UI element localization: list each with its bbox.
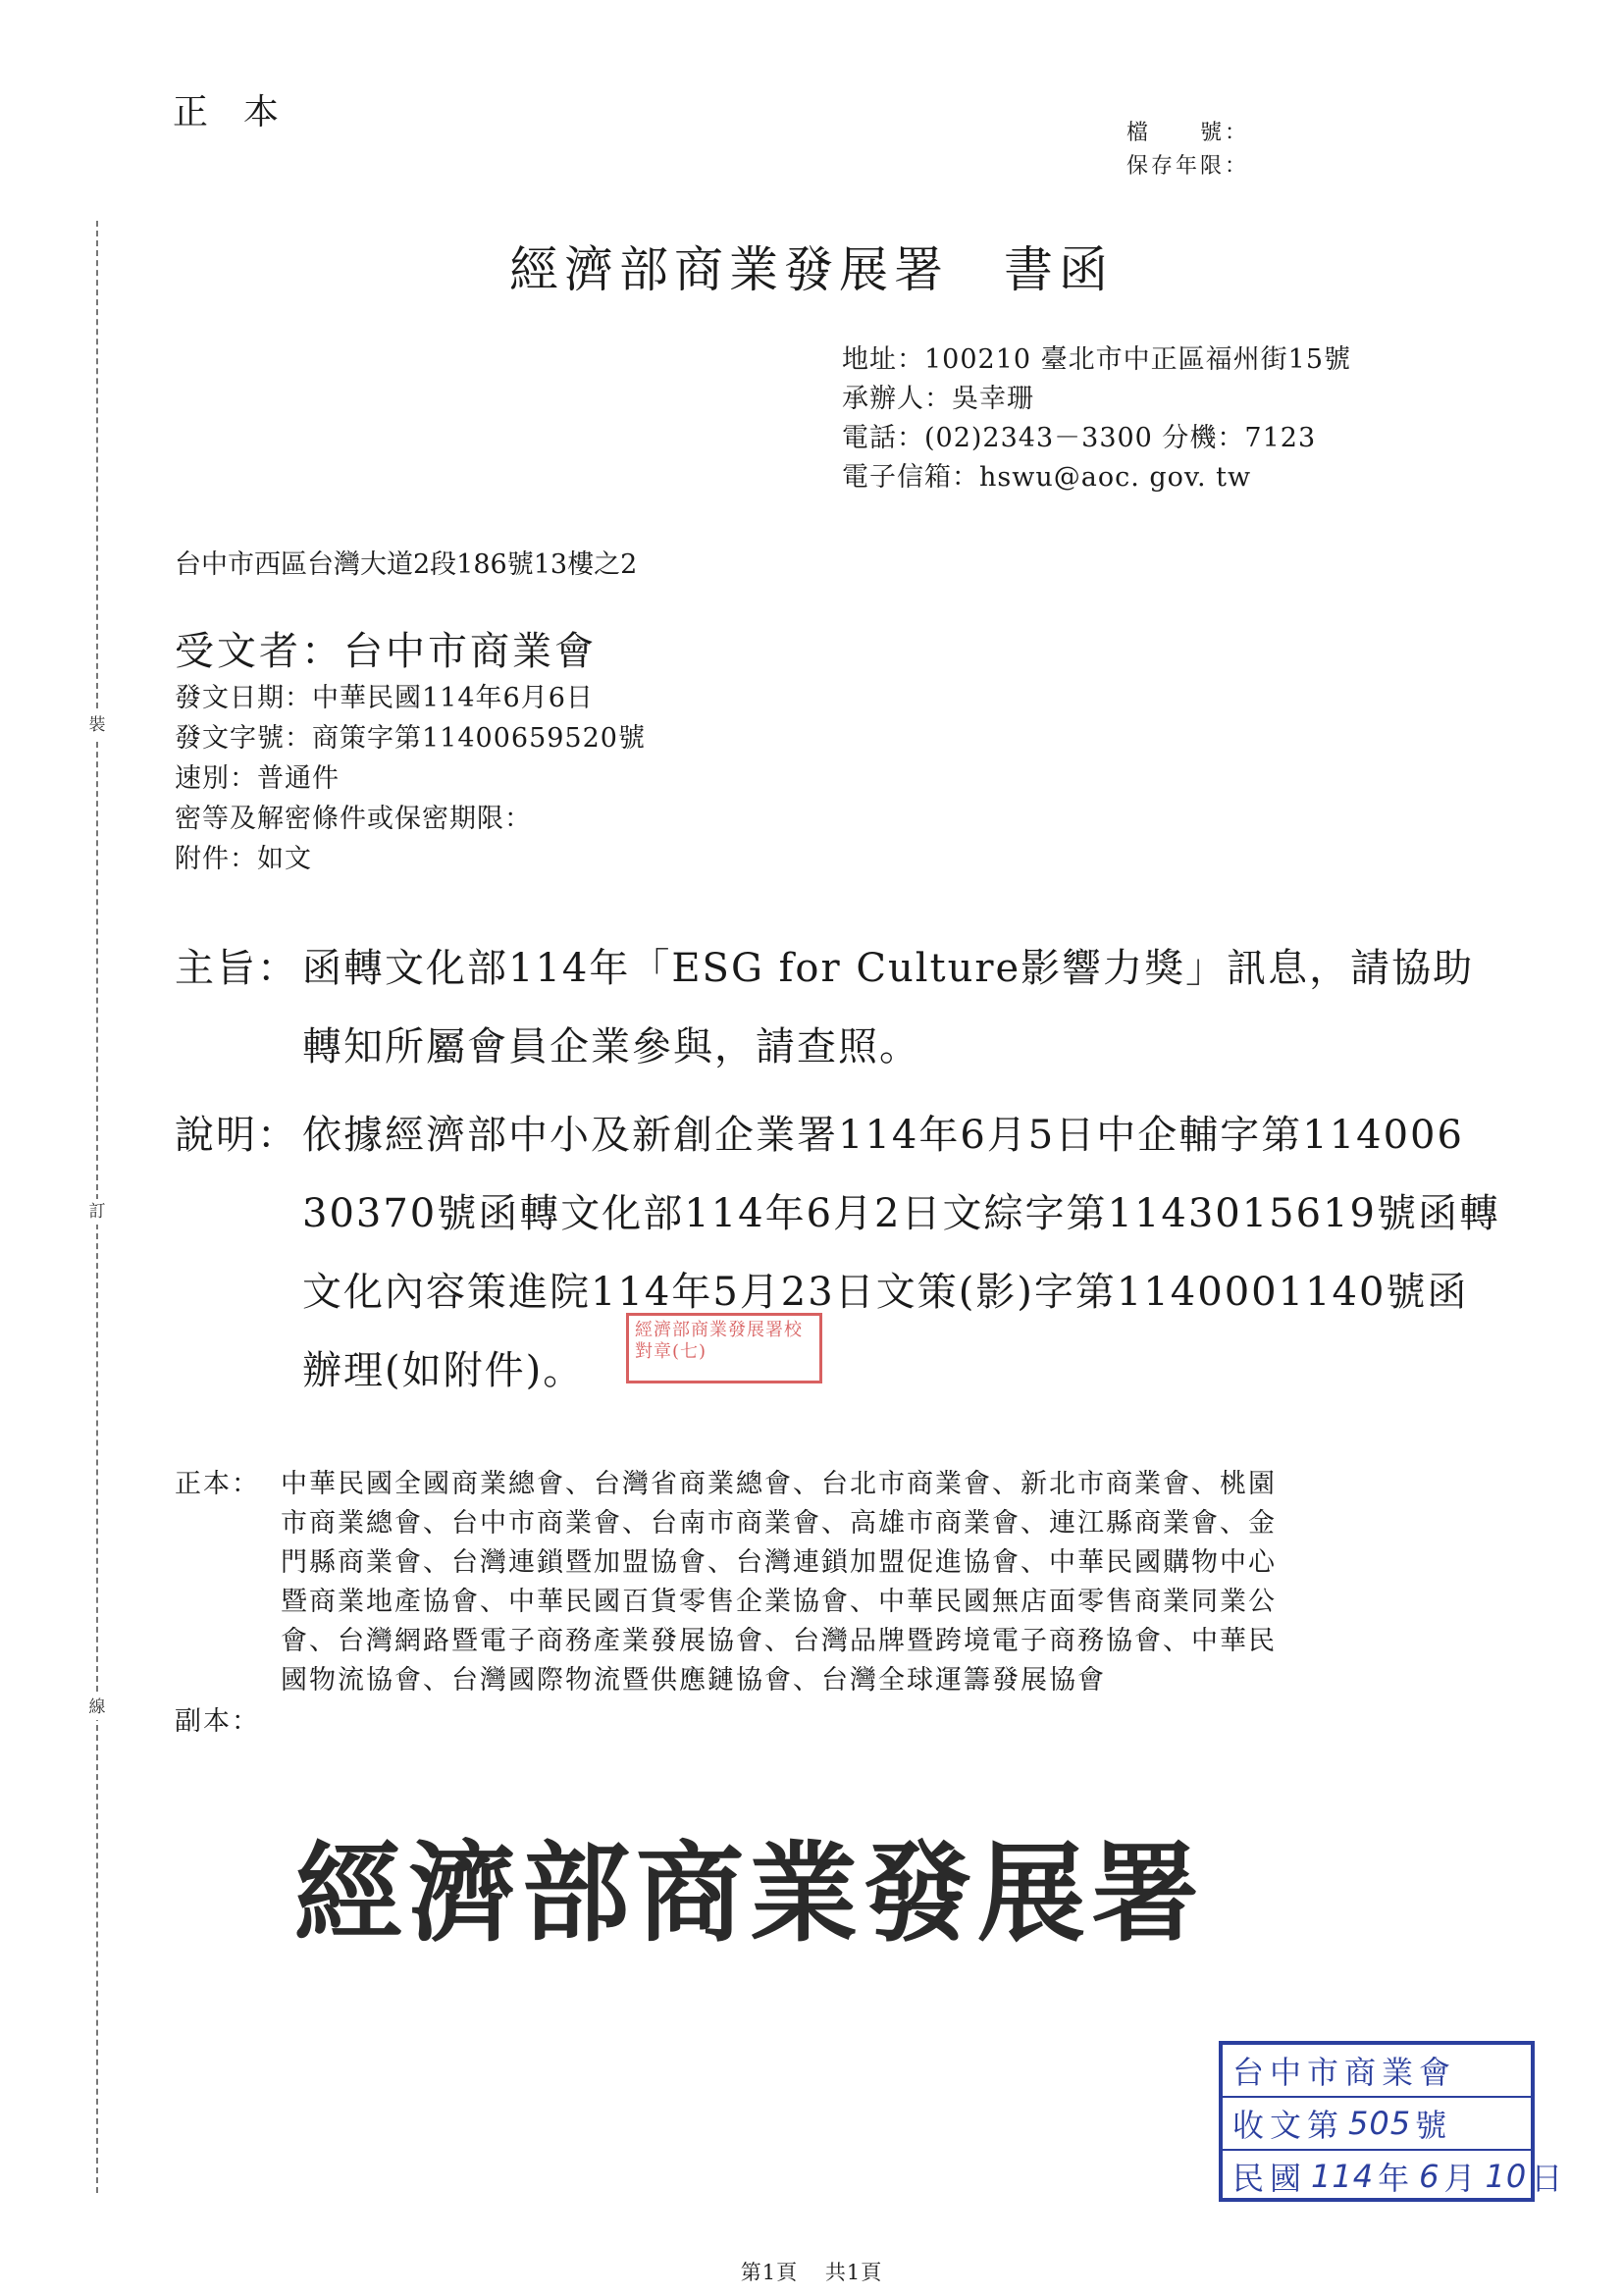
explanation-line: 文化內容策進院114年5月23日文策(影)字第1140001140號函 [302, 1270, 1469, 1315]
binding-char-ding: 訂 [84, 1199, 110, 1225]
receipt-stamp-month: 6 [1419, 2158, 1440, 2195]
original-recipients-line: 國物流協會、台灣國際物流暨供應鏈協會、台灣全球運籌發展協會 [281, 1665, 1106, 1696]
copy-recipients-label: 副本： [175, 1706, 260, 1737]
original-recipients-line: 中華民國全國商業總會、台灣省商業總會、台北市商業會、新北市商業會、桃園 [281, 1469, 1277, 1499]
receipt-stamp-day-unit: 日 [1531, 2160, 1569, 2197]
subject-line: 轉知所屬會員企業參與，請查照。 [302, 1024, 920, 1070]
receipt-stamp-number: 505 [1348, 2105, 1412, 2142]
original-recipients-line: 會、台灣網路暨電子商務產業發展協會、台灣品牌暨跨境電子商務協會、中華民 [281, 1626, 1277, 1656]
original-recipients-line: 暨商業地產協會、中華民國百貨零售企業協會、中華民國無店面零售商業同業公 [281, 1587, 1277, 1617]
sender-address: 地址：100210 臺北市中正區福州街15號 [842, 344, 1352, 375]
page-footer [0, 2257, 1623, 2286]
sender-officer: 承辦人：吳幸珊 [842, 384, 1034, 414]
recipient: 受文者：台中市商業會 [175, 629, 597, 674]
page-total: 共1頁 [824, 2261, 883, 2284]
original-recipients-line: 市商業總會、台中市商業會、台南市商業會、高雄市商業會、連江縣商業會、金 [281, 1508, 1277, 1539]
receipt-stamp-number-suffix: 號 [1415, 2107, 1453, 2144]
subject-line: 函轉文化部114年「ESG for Culture影響力獎」訊息，請協助 [302, 946, 1475, 991]
receipt-stamp-number-prefix: 收文第 [1232, 2107, 1345, 2144]
explanation-line: 辦理(如附件)。 [302, 1348, 585, 1393]
subject-label: 主旨： [175, 946, 298, 991]
binding-char-xian: 線 [84, 1695, 110, 1720]
retention-period: 保存年限： [1126, 154, 1250, 179]
receipt-stamp-year-unit: 年 [1378, 2160, 1416, 2197]
explanation-label: 說明： [175, 1113, 298, 1158]
receipt-stamp-date-row [1223, 2151, 1569, 2202]
receipt-stamp [1219, 2041, 1569, 2202]
receipt-stamp-month-unit: 月 [1443, 2160, 1482, 2197]
receipt-stamp-year: 114 [1311, 2158, 1375, 2195]
original-recipients-label: 正本： [175, 1469, 260, 1499]
proofreading-seal: 經濟部商業發展署校對章(七) [626, 1313, 822, 1383]
recipient-address: 台中市西區台灣大道2段186號13樓之2 [175, 549, 638, 580]
explanation-line: 30370號函轉文化部114年6月2日文綜字第1143015619號函轉 [302, 1191, 1500, 1236]
agency-stamp: 經濟部商業發展署 [294, 1831, 1205, 1957]
explanation-line: 依據經濟部中小及新創企業署114年6月5日中企輔字第114006 [302, 1113, 1464, 1158]
file-number: 檔 號： [1126, 121, 1250, 145]
receipt-stamp-date-prefix: 民國 [1232, 2160, 1308, 2197]
issue-date: 發文日期：中華民國114年6月6日 [175, 683, 594, 713]
document-title: 經濟部商業發展署 書函 [509, 241, 1114, 298]
copy-label: 正本 [173, 92, 315, 132]
receipt-stamp-org: 台中市商業會 [1223, 2045, 1531, 2098]
reference-number: 發文字號：商策字第11400659520號 [175, 723, 646, 754]
binding-char-zhuang: 裝 [84, 712, 110, 738]
sender-phone: 電話：(02)2343－3300 分機：7123 [842, 423, 1317, 453]
receipt-stamp-day: 10 [1485, 2158, 1528, 2195]
sender-email: 電子信箱：hswu@aoc. gov. tw [842, 462, 1252, 493]
receipt-stamp-number-row [1223, 2098, 1531, 2151]
page-number: 第1頁 [740, 2261, 799, 2284]
secrecy-level: 密等及解密條件或保密期限： [175, 804, 532, 834]
delivery-speed: 速別：普通件 [175, 763, 340, 794]
original-recipients-line: 門縣商業會、台灣連鎖暨加盟協會、台灣連鎖加盟促進協會、中華民國購物中心 [281, 1547, 1277, 1578]
attachment: 附件：如文 [175, 844, 312, 874]
